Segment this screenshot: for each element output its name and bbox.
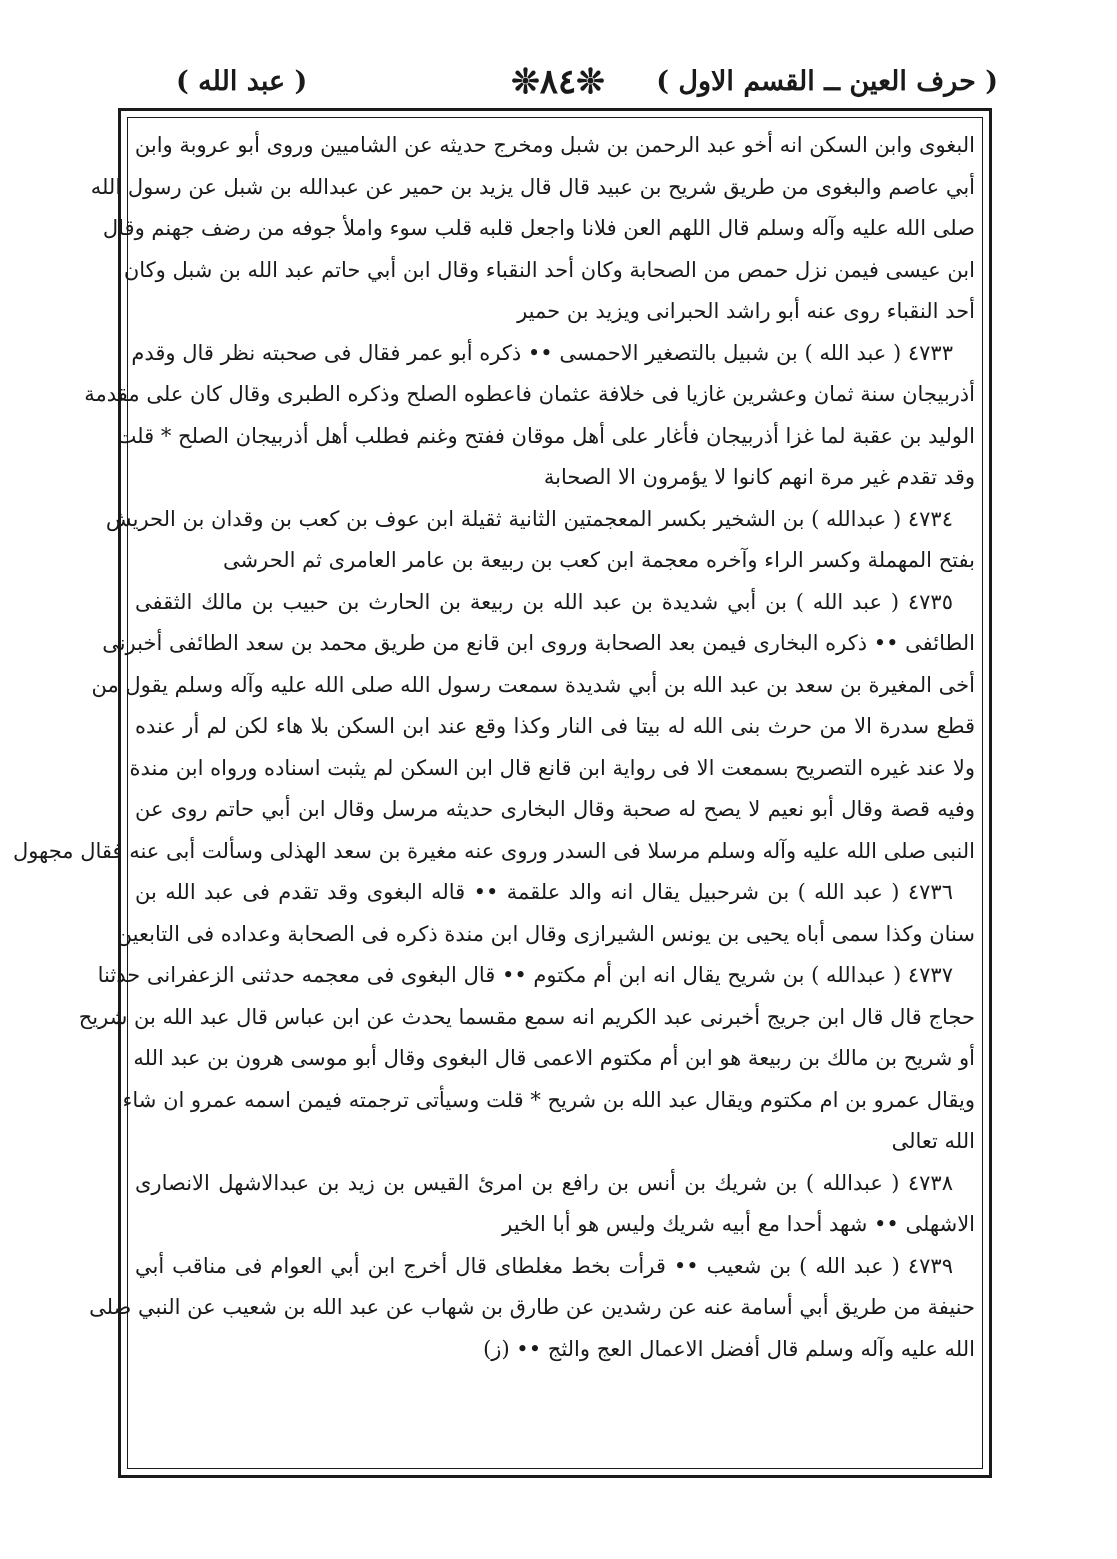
text-line: الله عليه وآله وسلم قال أفضل الاعمال العج والثج •• (ز) [483,1336,975,1361]
text-line: ٤٧٣٣ ( عبد الله ) بن شبيل بالتصغير الاحمسى •• ذكره أبو عمر فقال فى صحبته نظر قال وقدم [131,340,953,365]
entry-name: ( عبد الله ) [176,66,308,97]
text-line: ولا عند غيره التصريح بسمعت الا فى رواية ابن قانع قال ابن السكن لم يثبت اسناده ورواه ابن مندة [129,755,975,780]
text-line: حجاج قال قال ابن جريج أخبرنى عبد الكريم انه سمع مقسما يحدث عن ابن عباس قال عبد الله بن شريح [78,1004,975,1029]
text-line: ٤٧٣٨ ( عبدالله ) بن شريك بن أنس بن رافع بن امرئ القيس بن زيد بن عبدالاشهل الانصارى [135,1170,953,1195]
text-line: أو شريح بن مالك بن ربيعة هو ابن أم مكتوم الاعمى قال البغوى وقال أبو موسى هرون بن عبد الله [133,1046,975,1070]
text-line: البغوى وابن السكن انه أخو عبد الرحمن بن شبل ومخرج حديثه عن الشاميين وروى أبو عروبة وابن [134,133,975,157]
text-line: ٤٧٣٩ ( عبد الله ) بن شعيب •• قرأت بخط مغلطاى قال أخرج ابن أبي العوام فى مناقب أبي [135,1253,953,1278]
page-header [118,62,998,106]
text-line: الاشهلى •• شهد أحدا مع أبيه شريك وليس هو أبا الخير [502,1212,975,1236]
text-line: بفتح المهملة وكسر الراء وآخره معجمة ابن كعب بن ربيعة بن عامر العامرى ثم الحرشى [223,548,975,572]
text-line: الوليد بن عقبة لما غزا أذربيجان فأغار على أهل موقان ففتح وغنم فطلب أهل أذربيجان الصلح * قلت [116,423,975,448]
text-line: وفيه قصة وقال أبو نعيم لا يصح له صحبة وقال البخارى حديثه مرسل وقال ابن أبي حاتم روى عن [135,797,975,821]
page-number-value: ٨٤ [539,62,577,102]
text-line: الله تعالى [891,1129,975,1153]
text-line: ابن عيسى فيمن نزل حمص من الصحابة وكان أحد النقباء وقال ابن أبي حاتم عبد الله بن شبل وكان [123,257,975,282]
text-line: أبي عاصم والبغوى من طريق شريح بن عبيد قال قال يزيد بن حمير عن عبدالله بن شبل عن رسول الله [90,174,975,199]
text-body [12,125,975,1370]
text-line: صلى الله عليه وآله وسلم قال اللهم العن فلانا واجعل قلبه قلب سوء واملأ جوفه من رضف جهنم وقال [102,216,975,240]
text-line: أخى المغيرة بن سعد بن عبد الله بن أبي شديدة سمعت رسول الله صلى الله عليه وآله وسلم يقول من [91,672,975,697]
section-title: ( حرف العين ــ القسم الاول ) [656,66,998,97]
text-line: ٤٧٣٥ ( عبد الله ) بن أبي شديدة بن عبد الله بن ربيعة بن الحارث بن حبيب بن مالك الثقفى [135,589,953,614]
page-number: ❊٨٤❊ [511,62,605,102]
text-line: وقد تقدم غير مرة انهم كانوا لا يؤمرون الا الصحابة [543,465,975,489]
text-line: ٤٧٣٧ ( عبدالله ) بن شريح يقال انه ابن أم مكتوم •• قال البغوى فى معجمه حدثنى الزعفرانى حدثنا [97,963,953,987]
text-line: ٤٧٣٤ ( عبدالله ) بن الشخير بكسر المعجمتين الثانية ثقيلة ابن عوف بن كعب بن وقدان بن الحريش [105,506,953,531]
text-line: النبى صلى الله عليه وآله وسلم مرسلا فى السدر وروى عنه مغيرة بن سعد الهذلى وسألت أبى عنه فقال مجهول [12,838,975,863]
text-line: أذربيجان سنة ثمان وعشرين غازيا فى خلافة عثمان فاعطوه الصلح وذكره الطبرى وقال كان على مقدمة [84,382,975,406]
page-frame [12,108,992,1478]
text-line: ٤٧٣٦ ( عبد الله ) بن شرحبيل يقال انه والد علقمة •• قاله البغوى وقد تقدم فى عبد الله بن [135,880,953,904]
text-line: سنان وكذا سمى أباه يحيى بن يونس الشيرازى وقال ابن مندة ذكره فى الصحابة وعداده فى التابعين [116,921,975,946]
text-line: قطع سدرة الا من حرث بنى الله له بيتا فى النار وكذا وقع عند ابن السكن بلا هاء لكن لم أر عنده [135,714,975,738]
text-line: ويقال عمرو بن ام مكتوم ويقال عبد الله بن شريح * قلت وسيأتى ترجمته فيمن اسمه عمرو ان شاء [122,1087,975,1112]
text-line: أحد النقباء روى عنه أبو راشد الحبرانى ويزيد بن حمير [517,299,975,323]
text-line: حنيفة من طريق أبي أسامة عنه عن رشدين عن طارق بن شهاب عن عبد الله بن شعيب عن النبي صلى [89,1295,975,1319]
text-line: الطائفى •• ذكره البخارى فيمن بعد الصحابة وروى ابن قانع من طريق محمد بن سعد الطائفى أخبرنى [102,631,975,655]
